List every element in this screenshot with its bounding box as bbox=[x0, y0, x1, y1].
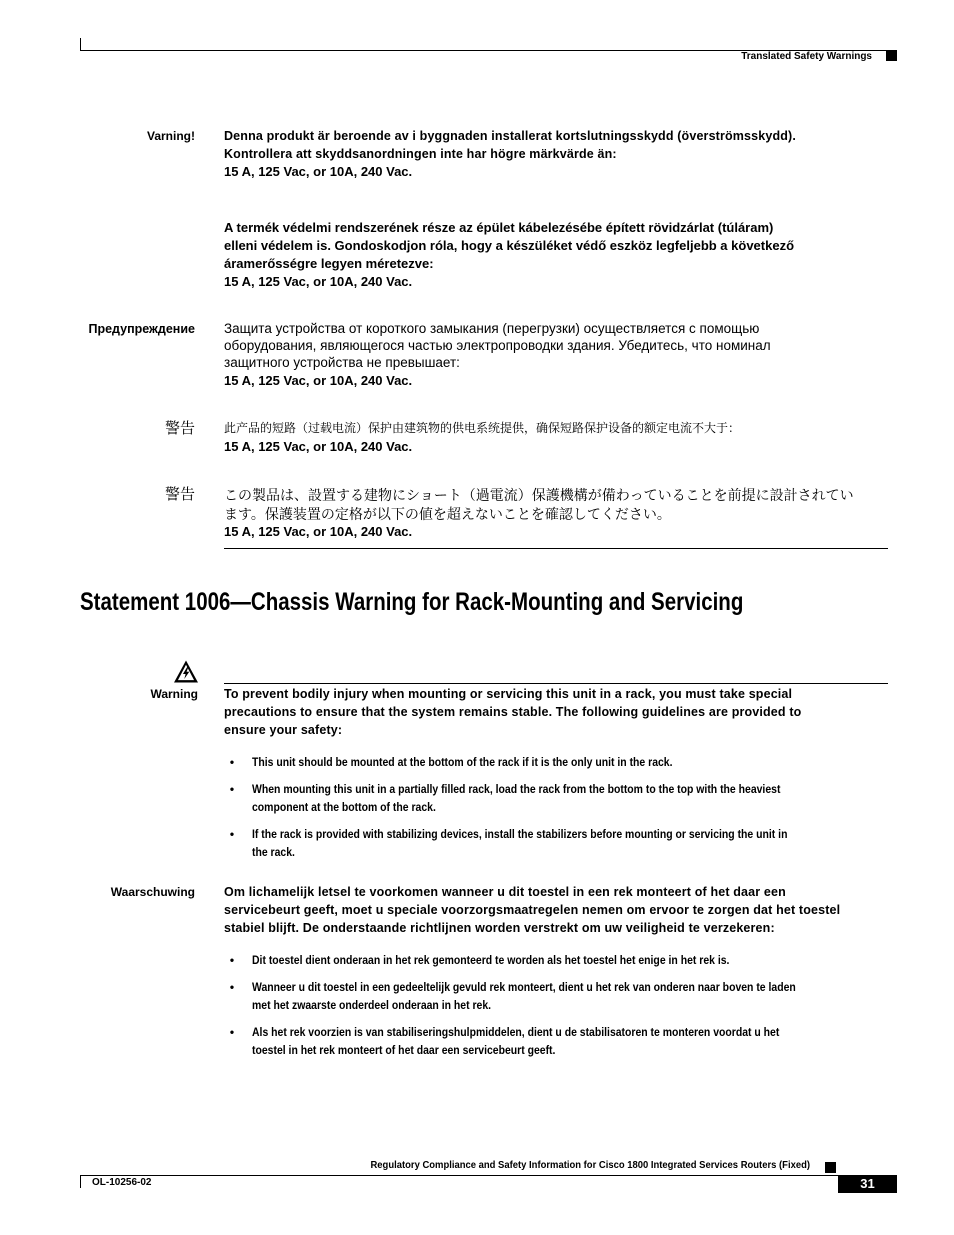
warning-text-line: 此产品的短路（过载电流）保护由建筑物的供电系统提供，确保短路保护设备的额定电流不大于： bbox=[224, 421, 741, 435]
bullet-text-line: This unit should be mounted at the bottom of the rack if it is the only unit in the rack. bbox=[252, 755, 673, 769]
bullet-text-line: toestel in het rek monteert of het daar een servicebeurt geeft. bbox=[252, 1043, 556, 1057]
warning-text-line: この製品は、設置する建物にショート（過電流）保護機構が備わっていることを前提に設計されてい bbox=[224, 487, 854, 503]
bullet-text-line: the rack. bbox=[252, 845, 295, 859]
footer-marker bbox=[825, 1162, 836, 1173]
footer-document-title: Regulatory Compliance and Safety Information for Cisco 1800 Integrated Services Routers (Fixed) bbox=[370, 1159, 810, 1171]
warning-text-line: Kontrollera att skyddsanordningen inte har högre märkvärde än: bbox=[224, 147, 617, 161]
warning-label: 警告 bbox=[164, 486, 195, 503]
bullet-text-line: When mounting this unit in a partially filled rack, load the rack from the bottom to the top with the heaviest bbox=[252, 782, 781, 796]
warning-text-line: Denna produkt är beroende av i byggnaden installerat kortslutningsskydd (överströmsskydd). bbox=[224, 129, 796, 143]
footer-tick bbox=[80, 1175, 81, 1188]
warning-label: Waarschuwing bbox=[110, 885, 195, 899]
bullet-text-line: met het zwaarste onderdeel onderaan in het rek. bbox=[252, 998, 492, 1012]
warning-rating: 15 A, 125 Vac, or 10A, 240 Vac. bbox=[224, 524, 413, 539]
warning-rating: 15 A, 125 Vac, or 10A, 240 Vac. bbox=[224, 439, 413, 454]
warning-text-line: To prevent bodily injury when mounting or servicing this unit in a rack, you must take special bbox=[224, 687, 793, 701]
bullet-text-line: Wanneer u dit toestel in een gedeeltelijk gevuld rek monteert, dient u het rek van onderen naar boven te laden bbox=[252, 980, 796, 994]
bullet-marker: • bbox=[229, 755, 235, 769]
warning-text-line: оборудования, являющегося частью электропроводки здания. Убедитесь, что номинал bbox=[224, 338, 771, 353]
warning-label: Warning bbox=[150, 687, 198, 701]
bullet-text-line: If the rack is provided with stabilizing devices, install the stabilizers before mounting or servicing the unit in bbox=[252, 827, 788, 841]
header-marker bbox=[886, 50, 897, 61]
warning-text-line: A termék védelmi rendszerének része az épület kábelezésébe épített rövidzárlat (túláram) bbox=[224, 220, 774, 235]
warning-rating: 15 A, 125 Vac, or 10A, 240 Vac. bbox=[224, 164, 413, 179]
bullet-text-line: Dit toestel dient onderaan in het rek gemonteerd te worden als het toestel het enige in het rek is. bbox=[252, 953, 730, 967]
warning-rating: 15 A, 125 Vac, or 10A, 240 Vac. bbox=[224, 373, 413, 388]
running-header-title: Translated Safety Warnings bbox=[741, 51, 872, 62]
section-heading: Statement 1006—Chassis Warning for Rack-Mounting and Servicing bbox=[80, 588, 744, 616]
warning-text-line: precautions to ensure that the system remains stable. The following guidelines are provided to bbox=[224, 705, 802, 719]
divider-rule bbox=[224, 683, 888, 684]
bullet-marker: • bbox=[229, 1025, 235, 1039]
warning-rating: 15 A, 125 Vac, or 10A, 240 Vac. bbox=[224, 274, 413, 289]
bullet-marker: • bbox=[229, 980, 235, 994]
bullet-marker: • bbox=[229, 827, 235, 841]
footer-document-number: OL-10256-02 bbox=[92, 1177, 152, 1188]
bullet-text-line: component at the bottom of the rack. bbox=[252, 800, 436, 814]
warning-label: Varning! bbox=[146, 129, 195, 143]
warning-text-line: elleni védelem is. Gondoskodjon róla, hogy a készüléket védő eszköz legfeljebb a következő bbox=[224, 238, 795, 253]
bullet-marker: • bbox=[229, 782, 235, 796]
page-number: 31 bbox=[838, 1175, 897, 1193]
warning-triangle-icon bbox=[173, 660, 199, 683]
warning-text-line: Защита устройства от короткого замыкания (перегрузки) осуществляется с помощью bbox=[224, 321, 760, 336]
warning-text-line: защитного устройства не превышает: bbox=[224, 355, 460, 370]
bullet-marker: • bbox=[229, 953, 235, 967]
warning-text-line: servicebeurt geeft, moet u speciale voorzorgsmaatregelen nemen om ervoor te zorgen dat het toestel bbox=[224, 903, 841, 917]
bullet-text-line: Als het rek voorzien is van stabiliseringshulpmiddelen, dient u de stabilisatoren te monteren voordat u het bbox=[252, 1025, 780, 1039]
warning-text-line: áramerősségre legyen méretezve: bbox=[224, 256, 434, 271]
warning-text-line: stabiel blijft. De onderstaande richtlijnen worden verstrekt om uw veiligheid te verzekeren: bbox=[224, 921, 775, 935]
warning-text-line: ensure your safety: bbox=[224, 723, 343, 737]
warning-text-line: ます。保護装置の定格が以下の値を超えないことを確認してください。 bbox=[224, 506, 671, 522]
divider-rule bbox=[224, 548, 888, 549]
warning-label: 警告 bbox=[164, 420, 195, 437]
warning-text-line: Om lichamelijk letsel te voorkomen wanneer u dit toestel in een rek monteert of het daar een bbox=[224, 885, 786, 899]
warning-label: Предупреждение bbox=[88, 322, 195, 336]
